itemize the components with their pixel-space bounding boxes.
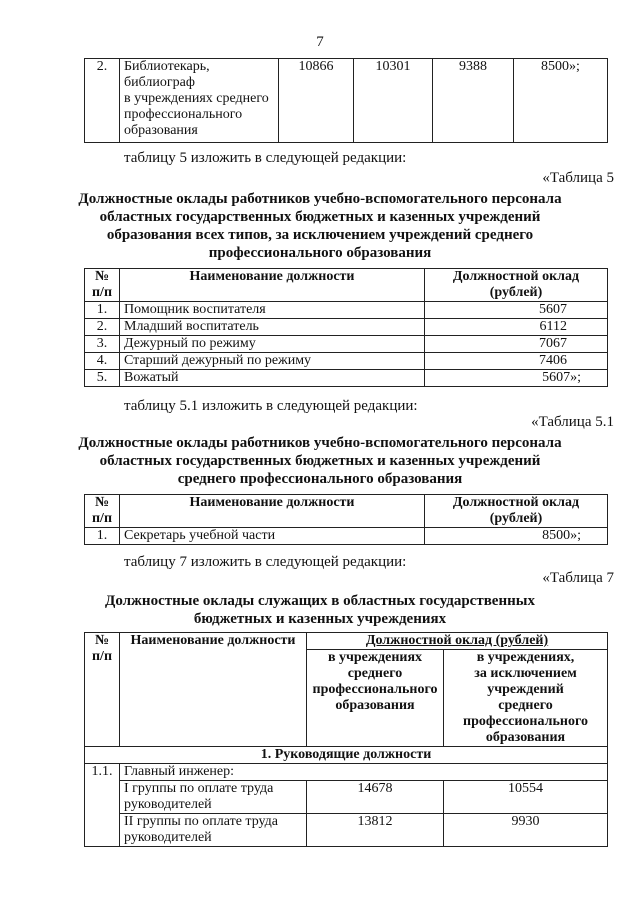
header-name: Наименование должности xyxy=(120,633,307,747)
cell-value: 10301 xyxy=(354,59,433,143)
cell-name: I группы по оплате труда руководителей xyxy=(120,781,307,814)
cell-num: 4. xyxy=(85,353,120,370)
table-label: «Таблица 7 xyxy=(542,570,614,586)
cell-name: Библиотекарь, библиограф в учреждениях среднего профессионального образования xyxy=(120,59,279,143)
cell-salary: 6112 xyxy=(425,319,608,336)
cell-num: 2. xyxy=(85,319,120,336)
header-col-a: в учреждениях среднего профессионального образования xyxy=(307,650,444,747)
header-col-b: в учреждениях, за исключением учреждений среднего профессионального образования xyxy=(444,650,608,747)
cell-value: 10554 xyxy=(444,781,608,814)
cell-name: Младший воспитатель xyxy=(120,319,425,336)
header-num: № п/п xyxy=(85,269,120,302)
table-continuation xyxy=(84,58,608,143)
cell-num: 3. xyxy=(85,336,120,353)
table-heading: Должностные оклады работников учебно-вспомогательного персонала областных государственных бюджетных и казенных учреждений образования всех типов, за исключением учреждений среднего профессионального образования xyxy=(78,191,562,261)
table-row xyxy=(85,781,608,814)
instruction-text: таблицу 5.1 изложить в следующей редакции: xyxy=(124,398,418,414)
page-number: 7 xyxy=(316,34,324,50)
cell-num: 1. xyxy=(85,302,120,319)
cell-num: 5. xyxy=(85,370,120,387)
header-salary: Должностной оклад (рублей) xyxy=(425,495,608,528)
cell-name: Секретарь учебной части xyxy=(120,528,425,545)
table-header-row xyxy=(85,633,608,650)
table-5 xyxy=(84,268,608,387)
table-row xyxy=(85,764,608,781)
cell-value: 10866 xyxy=(279,59,354,143)
cell-name: Главный инженер: xyxy=(120,764,608,781)
header-num: № п/п xyxy=(85,495,120,528)
table-label: «Таблица 5.1 xyxy=(531,414,614,430)
cell-value: 14678 xyxy=(307,781,444,814)
cell-name: Помощник воспитателя xyxy=(120,302,425,319)
cell-salary: 7067 xyxy=(425,336,608,353)
table-heading: Должностные оклады служащих в областных государственных бюджетных и казенных учреждениях xyxy=(105,593,535,627)
instruction-text: таблицу 7 изложить в следующей редакции: xyxy=(124,554,407,570)
table-row xyxy=(85,528,608,545)
header-name: Наименование должности xyxy=(120,269,425,302)
table-header-row xyxy=(85,269,608,302)
header-num: № п/п xyxy=(85,633,120,747)
cell-value: 8500»; xyxy=(514,59,608,143)
table-header-row xyxy=(85,495,608,528)
table-heading: Должностные оклады работников учебно-вспомогательного персонала областных государственных бюджетных и казенных учреждений среднего профессионального образования xyxy=(78,435,562,487)
cell-num: 1. xyxy=(85,528,120,545)
header-salary: Должностной оклад (рублей) xyxy=(307,633,608,650)
header-name: Наименование должности xyxy=(120,495,425,528)
table-row xyxy=(85,319,608,336)
section-title: 1. Руководящие должности xyxy=(85,747,608,764)
table-row xyxy=(85,336,608,353)
cell-name: II группы по оплате труда руководителей xyxy=(120,814,307,847)
cell-name: Вожатый xyxy=(120,370,425,387)
table-row xyxy=(85,353,608,370)
cell-name: Старший дежурный по режиму xyxy=(120,353,425,370)
instruction-text: таблицу 5 изложить в следующей редакции: xyxy=(124,150,407,166)
cell-salary: 5607 xyxy=(425,302,608,319)
table-row xyxy=(85,59,608,143)
table-7 xyxy=(84,632,608,847)
cell-value: 9388 xyxy=(433,59,514,143)
table-row xyxy=(85,302,608,319)
cell-salary: 5607»; xyxy=(425,370,608,387)
table-label: «Таблица 5 xyxy=(542,170,614,186)
cell-num: 1.1. xyxy=(85,764,120,847)
header-salary: Должностной оклад (рублей) xyxy=(425,269,608,302)
cell-value: 13812 xyxy=(307,814,444,847)
cell-num: 2. xyxy=(85,59,120,143)
cell-salary: 8500»; xyxy=(425,528,608,545)
table-5-1 xyxy=(84,494,608,545)
cell-salary: 7406 xyxy=(425,353,608,370)
cell-name: Дежурный по режиму xyxy=(120,336,425,353)
table-section-row xyxy=(85,747,608,764)
table-row xyxy=(85,370,608,387)
cell-value: 9930 xyxy=(444,814,608,847)
table-row xyxy=(85,814,608,847)
